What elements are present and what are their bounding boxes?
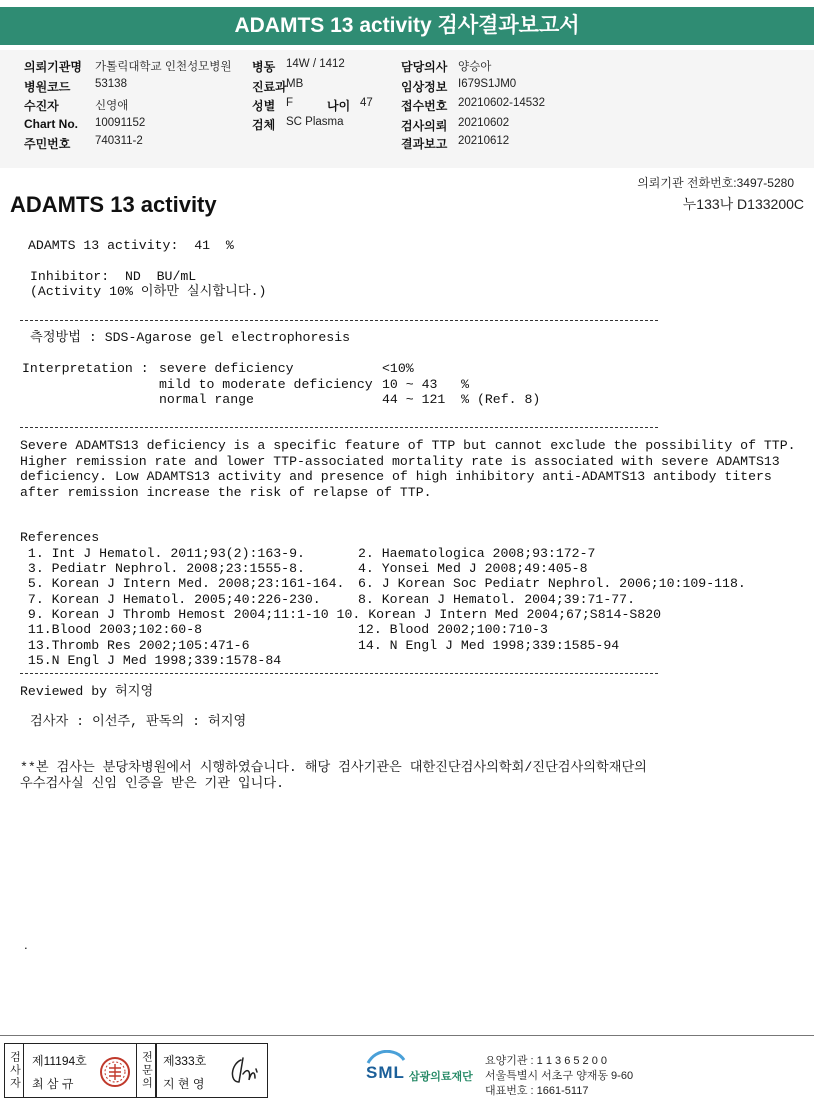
comment-line: Severe ADAMTS13 deficiency is a specific feature of TTP but cannot exclude the possibility of TTP. bbox=[20, 438, 796, 453]
inhibitor-note: (Activity 10% 이하만 실시합니다.) bbox=[30, 284, 267, 299]
request-date-label: 검사의뢰 bbox=[401, 119, 448, 133]
ward-label: 병동 bbox=[252, 60, 276, 74]
specialist-name: 지 현 영 bbox=[163, 1077, 205, 1091]
reference-item: 4. Yonsei Med J 2008;49:405-8 bbox=[358, 561, 588, 576]
comment-line: after remission increase the risk of relapse of TTP. bbox=[20, 485, 432, 500]
divider bbox=[20, 427, 658, 428]
institution-phone: 의뢰기관 전화번호:3497-5280 bbox=[637, 176, 794, 190]
divider bbox=[20, 320, 658, 321]
reference-item: 14. N Engl J Med 1998;339:1585-94 bbox=[358, 638, 620, 653]
seal-stamp-icon bbox=[99, 1056, 131, 1088]
reference-item: 1. Int J Hematol. 2011;93(2):163-9. bbox=[20, 546, 305, 561]
specimen-label: 검체 bbox=[252, 118, 276, 132]
foundation-name: 삼광의료재단 bbox=[409, 1071, 473, 1083]
patient-info-panel bbox=[0, 50, 814, 168]
clinical-info-value: I679S1JM0 bbox=[458, 78, 517, 90]
reference-item: 2. Haematologica 2008;93:172-7 bbox=[358, 546, 596, 561]
examiner-role: 검사자 bbox=[5, 1044, 24, 1097]
section-title: ADAMTS 13 activity bbox=[10, 192, 217, 217]
reference-item: 5. Korean J Intern Med. 2008;23:161-164. bbox=[20, 576, 345, 591]
reference-item: 13.Thromb Res 2002;105:471-6 bbox=[20, 638, 250, 653]
activity-result: ADAMTS 13 activity: 41 % bbox=[28, 238, 234, 253]
interp-range: <10% bbox=[382, 361, 414, 376]
reference-item: 9. Korean J Thromb Hemost 2004;11:1-10 10. Korean J Intern Med 2004;67;S814-S820 bbox=[20, 607, 662, 622]
doctor-label: 담당의사 bbox=[401, 60, 448, 74]
clinical-info-label: 임상정보 bbox=[401, 80, 448, 94]
references-title: References bbox=[20, 530, 100, 545]
interp-category: severe deficiency bbox=[159, 361, 294, 376]
interp-category: normal range bbox=[159, 392, 254, 407]
stray-mark: . bbox=[24, 937, 28, 952]
institution-label: 의뢰기관명 bbox=[24, 60, 82, 74]
inhibitor-result: Inhibitor: ND BU/mL bbox=[30, 269, 197, 284]
certification-line: **본 검사는 분당차병원에서 시행하였습니다. 해당 검사기관은 대한진단검사의학회/진단검사의학재단의 bbox=[20, 760, 647, 775]
institution-value: 가톨릭대학교 인천성모병원 bbox=[95, 61, 232, 73]
report-date-label: 결과보고 bbox=[401, 137, 448, 151]
examiners: 검사자 : 이선주, 판독의 : 허지영 bbox=[30, 714, 247, 729]
specialist-role: 전문의 bbox=[137, 1044, 156, 1097]
chart-no-value: 10091152 bbox=[95, 117, 146, 129]
specimen-value: SC Plasma bbox=[286, 116, 344, 128]
sig-divider bbox=[156, 1044, 157, 1097]
interp-category: mild to moderate deficiency bbox=[159, 377, 373, 392]
reference-item: 3. Pediatr Nephrol. 2008;23:1555-8. bbox=[20, 561, 305, 576]
resident-no-label: 주민번호 bbox=[24, 137, 71, 151]
interp-range: 10 ~ 43 % bbox=[382, 377, 470, 392]
reference-item: 7. Korean J Hematol. 2005;40:226-230. bbox=[20, 592, 321, 607]
divider bbox=[20, 673, 658, 674]
comment-line: Higher remission rate and lower TTP-associated mortality rate is associated with severe ADAMTS13 bbox=[20, 454, 780, 469]
sml-logo: SML bbox=[366, 1063, 405, 1082]
age-label: 나이 bbox=[327, 99, 351, 113]
department-value: MB bbox=[286, 78, 304, 90]
examiner-name: 최 삼 규 bbox=[32, 1077, 74, 1091]
hospital-code-label: 병원코드 bbox=[24, 80, 71, 94]
report-date-value: 20210612 bbox=[458, 135, 510, 147]
handwritten-signature-icon bbox=[225, 1052, 265, 1090]
receipt-no-label: 접수번호 bbox=[401, 99, 448, 113]
interpretation-label: Interpretation : bbox=[22, 361, 149, 376]
patient-name-label: 수진자 bbox=[24, 99, 59, 113]
sex-value: F bbox=[286, 97, 294, 109]
request-date-value: 20210602 bbox=[458, 117, 510, 129]
interp-range: 44 ~ 121 % (Ref. 8) bbox=[382, 392, 541, 407]
reference-item: 6. J Korean Soc Pediatr Nephrol. 2006;10:109-118. bbox=[358, 576, 746, 591]
patient-name-value: 신영애 bbox=[95, 100, 129, 112]
footer-divider bbox=[0, 1035, 814, 1036]
age-value: 47 bbox=[360, 97, 373, 109]
address: 서울특별시 서초구 양재동 9-60 bbox=[485, 1070, 634, 1082]
examiner-license: 제11194호 bbox=[32, 1054, 87, 1068]
doctor-value: 양승아 bbox=[458, 61, 492, 73]
specialist-license: 제333호 bbox=[163, 1054, 207, 1068]
signature-box bbox=[4, 1043, 268, 1098]
certification-line: 우수검사실 신임 인증을 받은 기관 입니다. bbox=[20, 776, 285, 791]
reference-item: 11.Blood 2003;102:60-8 bbox=[20, 622, 203, 637]
ward-value: 14W / 1412 bbox=[286, 58, 345, 70]
report-code: 누133나 D133200C bbox=[682, 196, 804, 212]
department-label: 진료과 bbox=[252, 80, 287, 94]
sex-label: 성별 bbox=[252, 99, 276, 113]
main-phone: 대표번호 : 1661-5117 bbox=[485, 1085, 589, 1097]
hospital-code-value: 53138 bbox=[95, 78, 127, 90]
reviewed-by: Reviewed by 허지영 bbox=[20, 684, 154, 699]
reference-item: 15.N Engl J Med 1998;339:1578-84 bbox=[20, 653, 282, 668]
comment-line: deficiency. Low ADAMTS13 activity and presence of high inhibitory anti-ADAMTS13 antibody titers bbox=[20, 469, 772, 484]
reference-item: 8. Korean J Hematol. 2004;39:71-77. bbox=[358, 592, 635, 607]
resident-no-value: 740311-2 bbox=[95, 135, 143, 147]
reference-item: 12. Blood 2002;100:710-3 bbox=[358, 622, 548, 637]
sml-arc-icon bbox=[366, 1050, 406, 1064]
report-title: ADAMTS 13 activity 검사결과보고서 bbox=[0, 7, 814, 45]
institution-code: 요양기관 : 1 1 3 6 5 2 0 0 bbox=[485, 1055, 608, 1067]
method-line: 측정방법 : SDS-Agarose gel electrophoresis bbox=[30, 330, 351, 345]
receipt-no-value: 20210602-14532 bbox=[458, 97, 545, 109]
chart-no-label: Chart No. bbox=[24, 117, 78, 131]
